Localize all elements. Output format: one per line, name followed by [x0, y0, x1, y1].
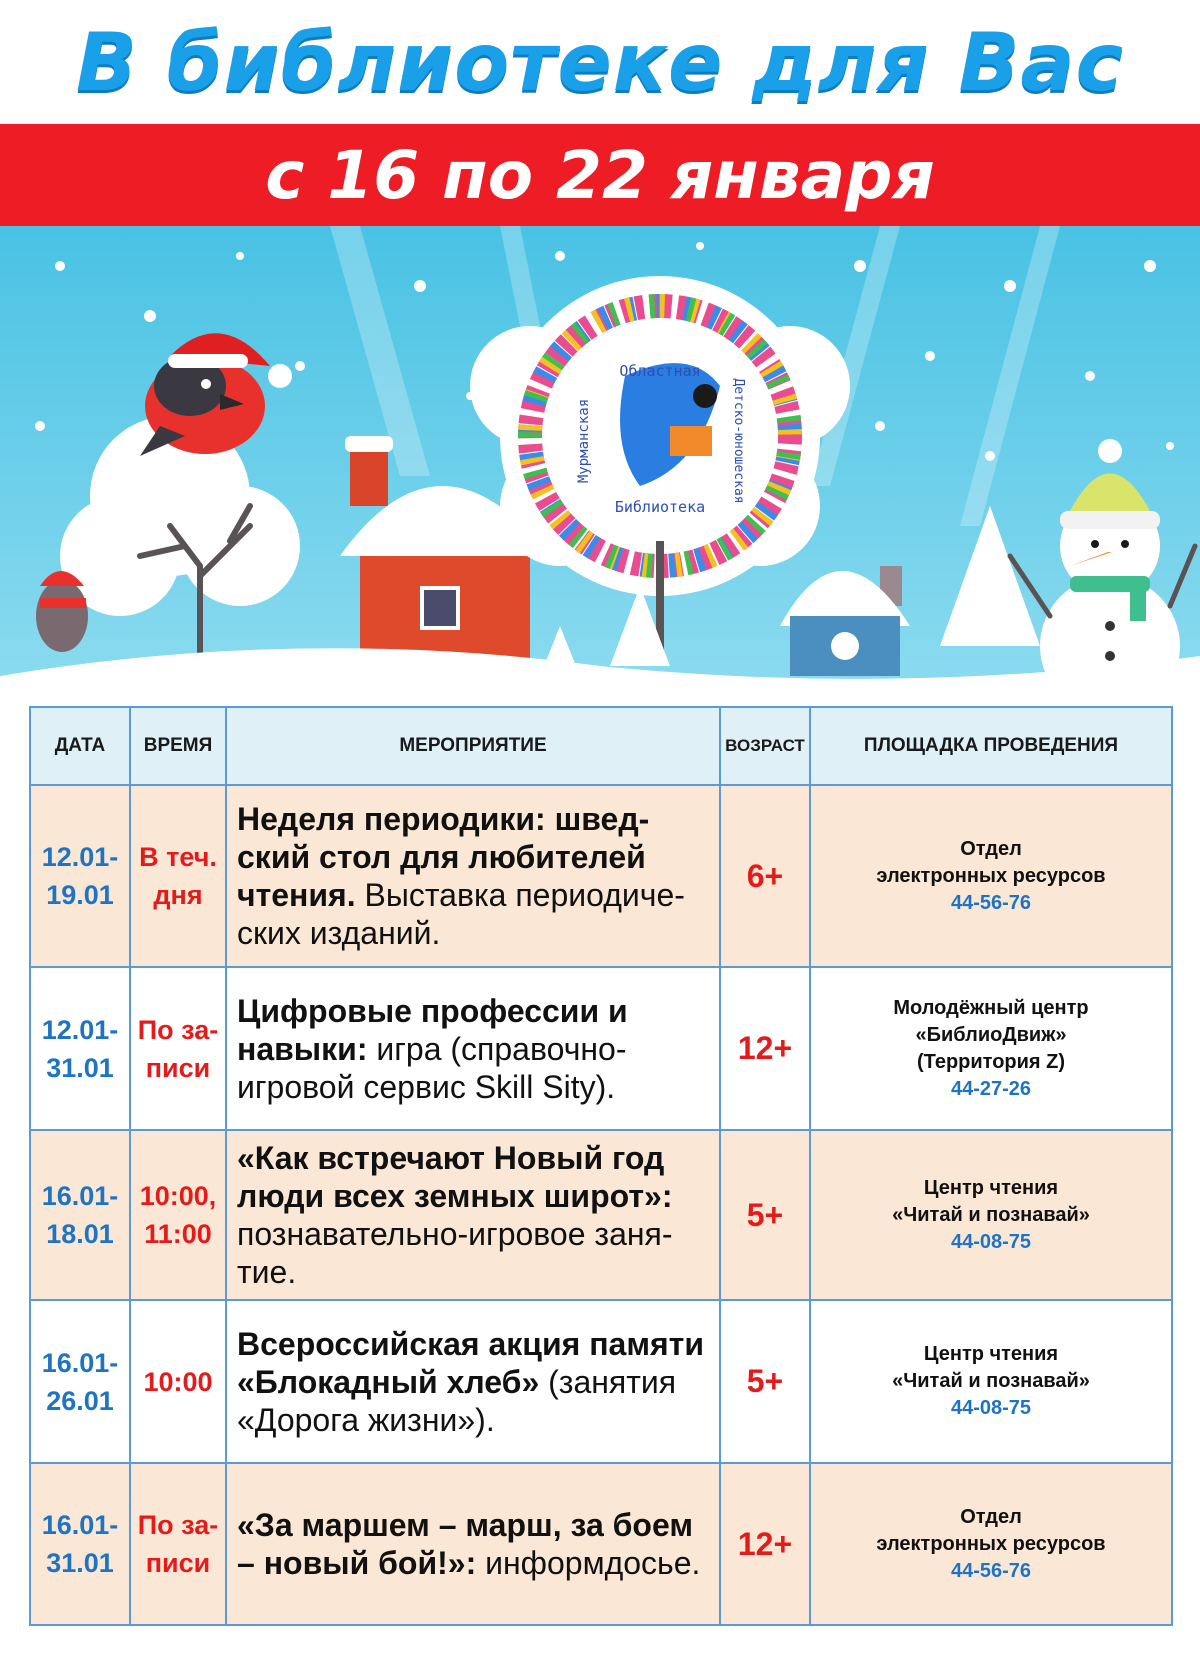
- date-banner: с 16 по 22 января: [0, 124, 1200, 226]
- date-from: 16.01-: [41, 1181, 119, 1211]
- event-cell: [226, 1300, 720, 1463]
- venue-cell: [810, 1300, 1172, 1463]
- age-rating: 12+: [720, 1463, 810, 1625]
- logo-text-bottom: Библиотека: [614, 498, 706, 516]
- date-to: 31.01: [46, 1548, 114, 1578]
- time-cell: [130, 1463, 226, 1625]
- age-rating: 12+: [720, 967, 810, 1130]
- date-to: 18.01: [46, 1219, 114, 1249]
- table-row: [30, 785, 1172, 967]
- event-description: игра (справочно-игровой сервис Skill Sity).: [237, 1030, 627, 1105]
- date-cell: [30, 967, 130, 1130]
- table-row: [30, 1463, 1172, 1625]
- age-rating: 5+: [720, 1130, 810, 1300]
- venue-line-2: «Читай и познавай»: [892, 1203, 1090, 1226]
- time-line-2: писи: [145, 1052, 211, 1083]
- venue-phone: 44-08-75: [950, 1397, 1032, 1419]
- venue-phone: 44-08-75: [950, 1230, 1032, 1253]
- venue-line-2: «Читай и познавай»: [892, 1370, 1090, 1392]
- venue-phone: 44-27-26: [950, 1077, 1032, 1100]
- table-row: [30, 1130, 1172, 1300]
- event-description: познавательно-игровое заня-тие.: [237, 1216, 673, 1290]
- time-cell: [130, 1130, 226, 1300]
- date-cell: [30, 785, 130, 967]
- time-cell: [130, 785, 226, 967]
- time-cell: [130, 1300, 226, 1463]
- schedule-table: [29, 706, 1173, 1626]
- venue-line-2: электронных ресурсов: [876, 1532, 1106, 1555]
- event-cell: [226, 1130, 720, 1300]
- date-from: 12.01-: [41, 1014, 119, 1045]
- table-header-row: [30, 707, 1172, 785]
- column-header-venue: ПЛОЩАДКА ПРОВЕДЕНИЯ: [810, 707, 1172, 785]
- date-to: 26.01: [46, 1385, 114, 1416]
- winter-illustration: [0, 226, 1200, 710]
- date-cell: [30, 1300, 130, 1463]
- time-line-2: писи: [145, 1548, 211, 1578]
- venue-line-2: электронных ресурсов: [876, 864, 1106, 887]
- column-header-time: ВРЕМЯ: [130, 707, 226, 785]
- age-rating: 6+: [720, 785, 810, 967]
- venue-line-1: Отдел: [960, 837, 1022, 860]
- time-line-1: 10:00,: [139, 1181, 217, 1211]
- event-title: Цифровые профессии и навыки:: [237, 992, 628, 1067]
- venue-line-2: «БиблиоДвиж»: [915, 1023, 1067, 1046]
- venue-phone: 44-56-76: [950, 891, 1032, 914]
- date-to: 31.01: [46, 1052, 114, 1083]
- event-title: «Как встречают Новый год люди всех земных широт»:: [237, 1140, 673, 1214]
- column-header-age: ВОЗРАСТ: [720, 707, 810, 785]
- venue-line-1: Центр чтения: [923, 1343, 1059, 1365]
- table-row: [30, 1300, 1172, 1463]
- event-title: Неделя периодики: швед-ский стол для любителей чтения.: [237, 801, 650, 913]
- event-title: «За маршем – марш, за боем – новый бой!»:: [237, 1507, 693, 1581]
- venue-line-3: (Территория Z): [916, 1050, 1066, 1073]
- event-cell: [226, 1463, 720, 1625]
- time-cell: [130, 967, 226, 1130]
- venue-cell: [810, 1463, 1172, 1625]
- time-line-1: По за-: [137, 1014, 219, 1045]
- venue-line-1: Молодёжный центр: [893, 996, 1089, 1019]
- column-header-date: ДАТА: [30, 707, 130, 785]
- logo-text-left: Мурманская: [576, 398, 592, 484]
- date-from: 12.01-: [41, 842, 119, 872]
- venue-line-1: Центр чтения: [923, 1176, 1059, 1199]
- age-rating: 5+: [720, 1300, 810, 1463]
- date-cell: [30, 1463, 130, 1625]
- event-description: Выставка периодиче-ских изданий.: [237, 877, 685, 951]
- date-from: 16.01-: [41, 1510, 119, 1540]
- venue-line-1: Отдел: [960, 1505, 1022, 1528]
- date-from: 16.01-: [41, 1347, 119, 1378]
- event-description: информдосье.: [485, 1545, 701, 1581]
- event-title: Всероссийская акция памяти «Блокадный хлеб»: [237, 1325, 705, 1400]
- date-to: 19.01: [46, 880, 114, 910]
- time-line-2: 11:00: [144, 1219, 212, 1249]
- time-line-1: По за-: [137, 1510, 219, 1540]
- logo-text-top: Областная: [619, 362, 701, 380]
- venue-phone: 44-56-76: [950, 1559, 1032, 1582]
- event-cell: [226, 967, 720, 1130]
- event-cell: [226, 785, 720, 967]
- time-line-2: дня: [153, 880, 203, 910]
- table-row: [30, 967, 1172, 1130]
- time-line-1: 10:00: [143, 1366, 213, 1397]
- column-header-event: МЕРОПРИЯТИЕ: [226, 707, 720, 785]
- venue-cell: [810, 785, 1172, 967]
- venue-cell: [810, 967, 1172, 1130]
- venue-cell: [810, 1130, 1172, 1300]
- event-description: (занятия «Дорога жизни»).: [237, 1363, 677, 1438]
- logo-text-right: Детско-юношеская: [731, 378, 746, 504]
- time-line-1: В теч.: [139, 842, 217, 872]
- date-cell: [30, 1130, 130, 1300]
- small-bird: [36, 571, 88, 652]
- page-title: В библиотеке для Вас: [75, 15, 1125, 109]
